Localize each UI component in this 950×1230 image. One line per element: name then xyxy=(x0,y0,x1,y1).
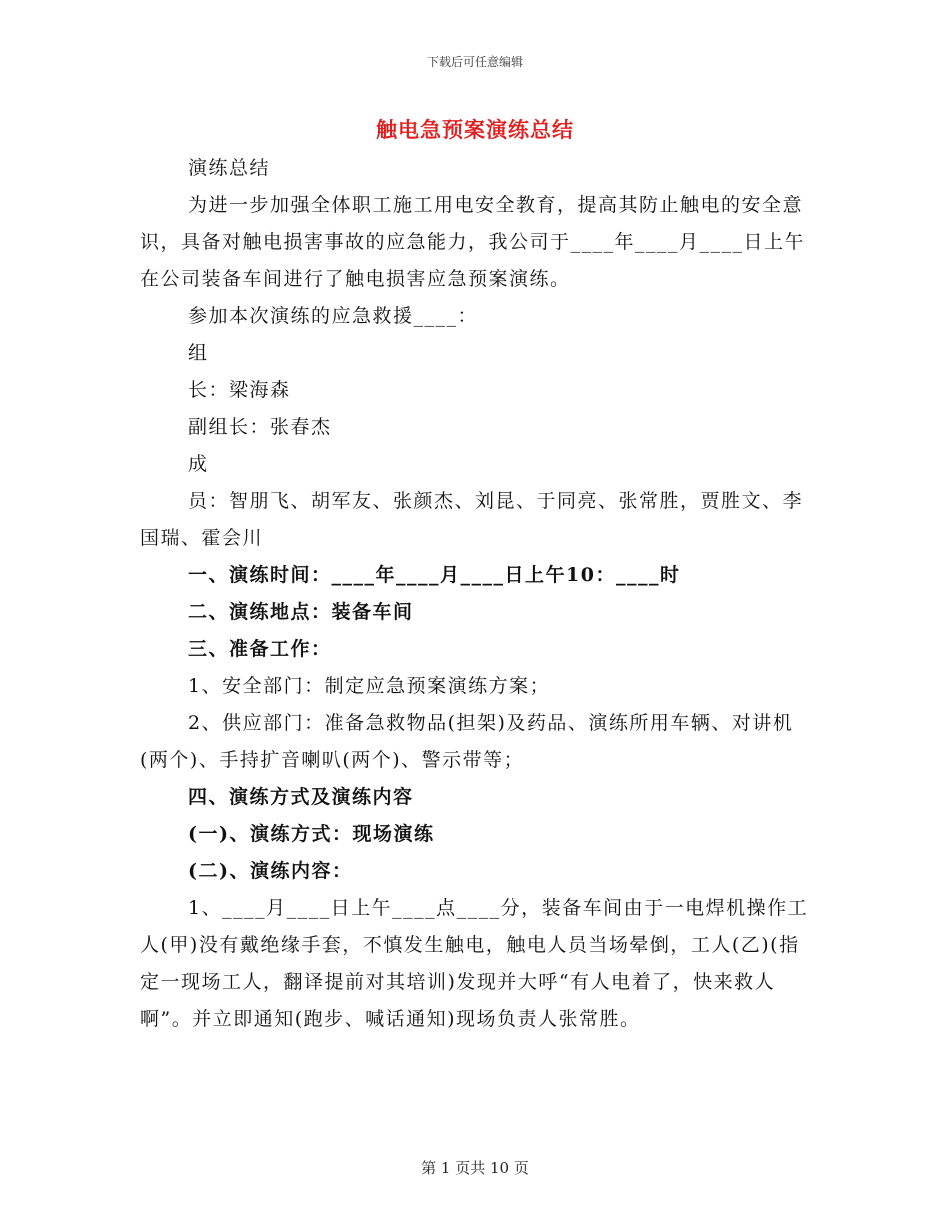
document-title: 触电急预案演练总结 xyxy=(376,117,574,142)
paragraph-team-intro: 参加本次演练的应急救援____： xyxy=(188,305,479,327)
prep-item-1: 1、安全部门：制定应急预案演练方案； xyxy=(188,675,551,697)
paragraph-members: 员：智朋飞、胡军友、张颜杰、刘昆、于同亮、张常胜，贾胜文、李国瑞、霍会川 xyxy=(140,490,804,549)
subsection-content: (二)、演练内容： xyxy=(188,860,353,882)
section-preparation: 三、准备工作： xyxy=(188,638,332,660)
paragraph-team-label: 组 xyxy=(188,342,209,364)
document-body xyxy=(140,150,810,1038)
section-time: 一、演练时间：____年____月____日上午10：____时 xyxy=(188,564,681,586)
paragraph-team-leader: 长：梁海森 xyxy=(188,379,291,401)
page-number: 第 1 页共 10 页 xyxy=(421,1159,529,1177)
paragraph-heading: 演练总结 xyxy=(188,157,271,179)
section-location: 二、演练地点：装备车间 xyxy=(188,601,414,623)
paragraph-deputy-leader: 副组长：张春杰 xyxy=(188,416,332,438)
paragraph-members-label: 成 xyxy=(188,453,209,475)
paragraph-intro: 为进一步加强全体职工施工用电安全教育，提高其防止触电的安全意识，具备对触电损害事故的应急能力，我公司于____年____月____日上午在公司装备车间进行了触电损害应急预案演练。 xyxy=(140,194,806,290)
subsection-method: (一)、演练方式：现场演练 xyxy=(188,823,435,845)
section-method-content: 四、演练方式及演练内容 xyxy=(188,786,414,808)
header-note: 下载后可任意编辑 xyxy=(426,55,523,69)
content-item-1: 1、____月____日上午____点____分，装备车间由于一电焊机操作工人(甲)没有戴绝缘手套，不慎发生触电，触电人员当场晕倒，工人(乙)(指定一现场工人，翻译提前对其培训)发现并大呼“有人电着了，快来救人啊”。并立即通知(跑步、喊话通知)现场负责人张常胜。 xyxy=(140,897,809,1030)
prep-item-2: 2、供应部门：准备急救物品(担架)及药品、演练所用车辆、对讲机(两个)、手持扩音喇叭(两个)、警示带等； xyxy=(140,712,794,771)
